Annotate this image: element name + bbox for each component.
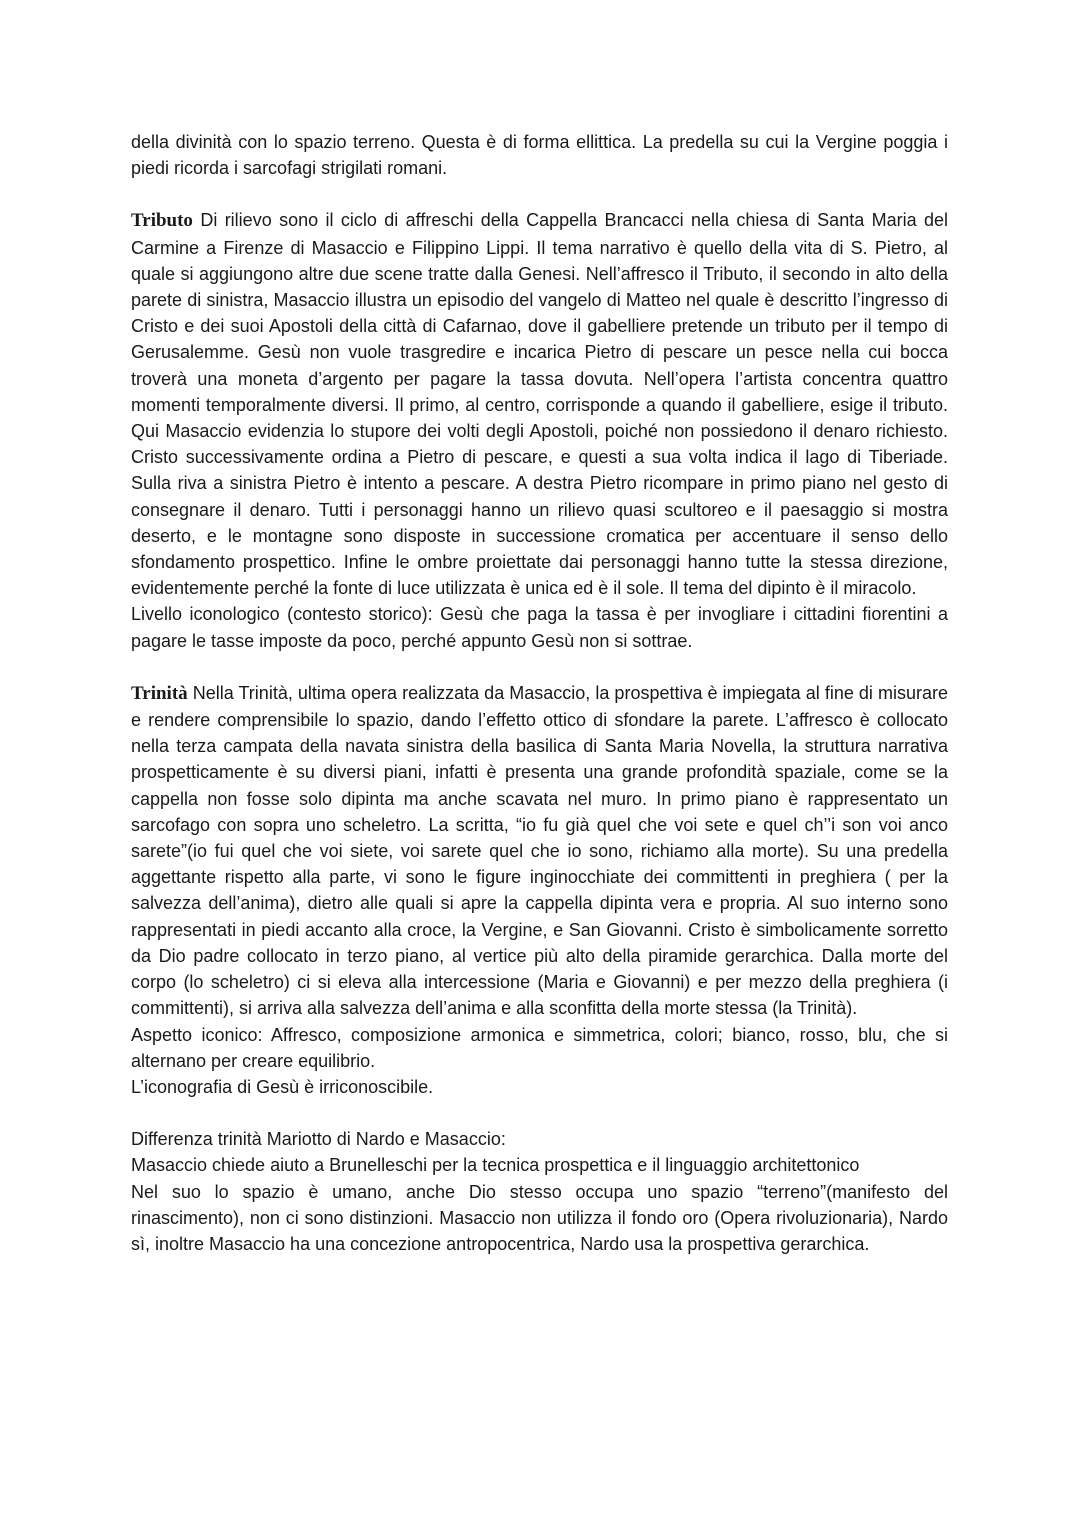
paragraph-gap	[131, 654, 948, 680]
tributo-body: Di rilievo sono il ciclo di affreschi della Cappella Brancacci nella chiesa di Santa Maria del Carmine a Firenze di Masaccio e Filippino Lippi. Il tema narrativo è quello della vita di S. Pietro, al quale si aggiungono altre due scene tratte dalla Genesi. Nell’affresco il Tributo, il secondo in alto della parete di sinistra, Masaccio illustra un episodio del vangelo di Matteo nel quale è descritto l’ingresso di Cristo e dei suoi Apostoli della città di Cafarnao, dove il gabelliere pretende un tributo per il tempo di Gerusalemme. Gesù non vuole trasgredire e incarica Pietro di pescare un pesce nella cui bocca troverà una moneta d’argento per pagare la tassa dovuta. Nell’opera l’artista concentra quattro momenti temporalmente diversi. Il primo, al centro, corrisponde a quando il gabelliere, esige il tributo. Qui Masaccio evidenzia lo stupore dei volti degli Apostoli, poiché non possiedono il denaro richiesto. Cristo successivamente ordina a Pietro di pescare, e questi a sua volta indica il lago di Tiberiade. Sulla riva a sinistra Pietro è intento a pescare. A destra Pietro ricompare in primo piano nel gesto di consegnare il denaro. Tutti i personaggi hanno un rilievo quasi scultoreo e il paesaggio si mostra deserto, e le montagne sono disposte in successione cromatica per accentuare il senso dello sfondamento prospettico. Infine le ombre proiettate dai personaggi hanno tutte la stessa direzione, evidentemente perché la fonte di luce utilizzata è unica ed è il sole. Il tema del dipinto è il miracolo.	[131, 210, 948, 599]
trinita-iconico-paragraph: Aspetto iconico: Affresco, composizione armonica e simmetrica, colori; bianco, rosso, blu, che si alternano per creare equilibrio.	[131, 1024, 948, 1071]
differenza-line-1: Masaccio chiede aiuto a Brunelleschi per la tecnica prospettica e il linguaggio architettonico	[131, 1155, 860, 1176]
differenza-paragraph: Nel suo lo spazio è umano, anche Dio stesso occupa uno spazio “terreno”(manifesto del rinascimento), non ci sono distinzioni. Masaccio non utilizza il fondo oro (Opera rivoluzionaria), Nardo sì, inoltre Masaccio ha una concezione antropocentrica, Nardo usa la prospettiva gerarchica.	[131, 1181, 948, 1254]
paragraph-gap	[131, 1100, 948, 1126]
trinita-body: Nella Trinità, ultima opera realizzata da Masaccio, la prospettiva è impiegata al fine di misurare e rendere comprensibile lo spazio, dando l’effetto ottico di sfondare la parete. L’affresco è collocato nella terza campata della navata sinistra della basilica di Santa Maria Novella, la struttura narrativa prospetticamente è su diversi piani, infatti è presenta una grande profondità spaziale, come se la cappella non fosse solo dipinta ma anche scavata nel muro. In primo piano è rappresentato un sarcofago con sopra uno scheletro. La scritta, “io fu già quel che voi sete e quel ch’’i son voi anco sarete”(io fui quel che voi siete, voi sarete quel che io sono, richiamo alla morte). Su una predella aggettante rispetto alla parte, vi sono le figure inginocchiate dei committenti in preghiera ( per la salvezza dell’anima), dietro alle quali si apre la cappella dipinta vera e propria. Al suo interno sono rappresentati in piedi accanto alla croce, la Vergine, e San Giovanni. Cristo è simbolicamente sorretto da Dio padre collocato in terzo piano, al vertice più alto della piramide gerarchica. Dalla morte del corpo (lo scheletro) ci si eleva alla intercessione (Maria e Giovanni) e per mezzo della preghiera (i committenti), si arriva alla salvezza dell’anima e alla sconfitta della morte stessa (la Trinità).	[131, 682, 948, 1019]
tributo-paragraph	[131, 207, 948, 601]
trinita-paragraph	[131, 680, 948, 1022]
trinita-heading: Trinità	[131, 682, 188, 704]
differenza-title: Differenza trinità Mariotto di Nardo e Masaccio:	[131, 1129, 506, 1150]
paragraph-gap	[131, 181, 948, 207]
trinita-iconografia-paragraph: L’iconografia di Gesù è irriconoscibile.	[131, 1076, 434, 1097]
tributo-iconologico-paragraph: Livello iconologico (contesto storico): Gesù che paga la tassa è per invogliare i cittadini fiorentini a pagare le tasse imposte da poco, perché appunto Gesù non si sottrae.	[131, 604, 948, 651]
tributo-heading: Tributo	[131, 210, 193, 232]
document-page	[131, 129, 948, 1257]
intro-paragraph: della divinità con lo spazio terreno. Questa è di forma ellittica. La predella su cui la Vergine poggia i piedi ricorda i sarcofagi strigilati romani.	[131, 132, 948, 179]
